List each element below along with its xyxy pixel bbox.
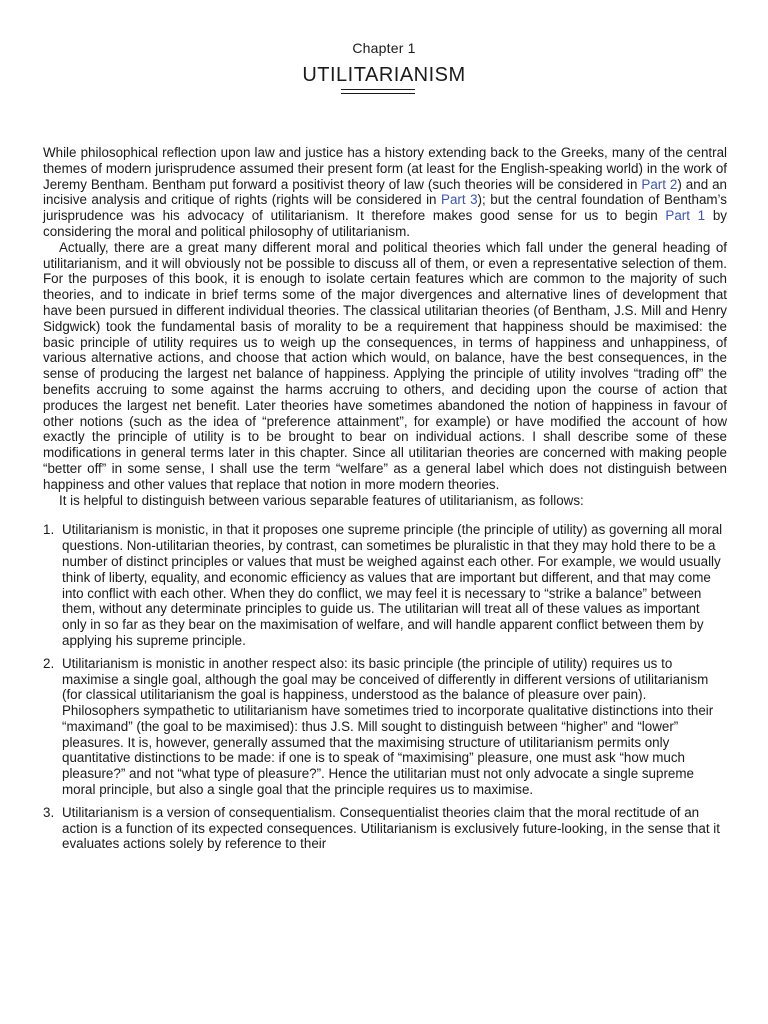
features-list: [43, 522, 727, 852]
paragraph-intro-text-1: While philosophical reflection upon law and justice has a history extending back to the Greeks, many of the central themes of modern jurisprudence assumed their present form (at least for the English-speaking world) in the work of Jeremy Bentham. Bentham put forward a positivist theory of law (such theories will be considered in: [43, 145, 727, 192]
list-item-number: 2.: [43, 655, 55, 671]
paragraph-intro-text-2: ) and an incisive analysis and critique of rights (rights will be considered in: [43, 176, 727, 208]
list-item-text: Utilitarianism is monistic, in that it proposes one supreme principle (the principle of utility) as governing all moral questions. Non-utilitarian theories, by contrast, can sometimes be pluralistic in that they may hold there to be a number of distinct principles or values that must be weighed against each other. For example, we would usually think of liberty, equality, and economic efficiency as values that are important but different, and that may come into conflict with each other. When they do conflict, we may feel it is necessary to “strike a balance” between them, without any determinate principles to guide us. The utilitarian will treat all of these values as important only in so far as they bear on the maximisation of welfare, and will handle apparent conflict between them by applying his supreme principle.: [62, 522, 723, 648]
chapter-label: Chapter 1: [352, 40, 416, 56]
chapter-title: UTILITARIANISM: [302, 64, 466, 86]
list-item: [43, 805, 727, 852]
list-item: [43, 656, 727, 798]
list-item: [43, 522, 727, 648]
paragraph-intro-text-4: by considering the moral and political philosophy of utilitarianism.: [43, 208, 727, 239]
paragraph-intro-text-3: ); but the central foundation of Bentham’s jurisprudence was his advocacy of utilitarianism. It therefore makes good sense for us to begin: [43, 192, 727, 224]
paragraph-intro: [43, 145, 727, 240]
paragraph-features-intro: It is helpful to distinguish between various separable features of utilitarianism, as follows:: [59, 492, 584, 508]
list-item-number: 1.: [43, 522, 55, 538]
body-text: [43, 145, 727, 859]
title-double-rule: [341, 89, 415, 94]
list-item-number: 3.: [43, 804, 55, 820]
list-item-text: Utilitarianism is a version of consequentialism. Consequentialist theories claim that the moral rectitude of an action is a function of its expected consequences. Utilitarianism is exclusively future-looking, in the sense that it evaluates actions solely by reference to their: [62, 804, 720, 852]
link-part-3[interactable]: Part 3: [441, 192, 478, 208]
paragraph-theories: Actually, there are a great many different moral and political theories which fall under the general heading of utilitarianism, and it will obviously not be possible to discuss all of them, or even a representative selection of them. For the purposes of this book, it is enough to isolate certain features which are common to the majority of such theories, and to indicate in brief terms some of the major divergences and alternative lines of development that have been pursued in different individual theories. The classical utilitarian theories (of Bentham, J.S. Mill and Henry Sidgwick) took the fundamental basis of morality to be a requirement that happiness should be maximised: the basic principle of utility requires us to weigh up the consequences, in terms of happiness and unhappiness, of various alternative actions, and choose that action which would, on balance, have the best consequences, in the sense of producing the largest net balance of happiness. Applying the principle of utility involves “trading off” the benefits accruing to some against the harms accruing to others, and deciding upon the course of action that produces the largest net benefit. Later theories have sometimes abandoned the notion of happiness in favour of other notions (such as the idea of “preference attainment”, for example) or have modified the account of how exactly the principle of utility is to be brought to bear on individual actions. I shall describe some of these modifications in general terms later in this chapter. Since all utilitarian theories are concerned with making people “better off” in some sense, I shall use the term “welfare” as a general label which does not distinguish between happiness and other values that replace that notion in more modern theories.: [43, 239, 727, 492]
list-item-text: Utilitarianism is monistic in another respect also: its basic principle (the principle of utility) requires us to maximise a single goal, although the goal may be conceived of differently in different versions of utilitarianism (for classical utilitarianism the goal is happiness, understood as the balance of pleasure over pain). Philosophers sympathetic to utilitarianism have sometimes tried to incorporate qualitative distinctions into their “maximand” (the goal to be maximised): thus J.S. Mill sought to distinguish between “higher” and “lower” pleasures. It is, however, generally assumed that the maximising structure of utilitarianism permits only quantitative distinctions to be made: if one is to speak of “maximising” pleasure, one must ask “how much pleasure?” and not “what type of pleasure?”. Hence the utilitarian must not only advocate a single supreme moral principle, but also a single goal that the principle requires us to maximise.: [62, 655, 714, 798]
link-part-2[interactable]: Part 2: [641, 176, 678, 192]
link-part-1[interactable]: Part 1: [665, 208, 706, 224]
